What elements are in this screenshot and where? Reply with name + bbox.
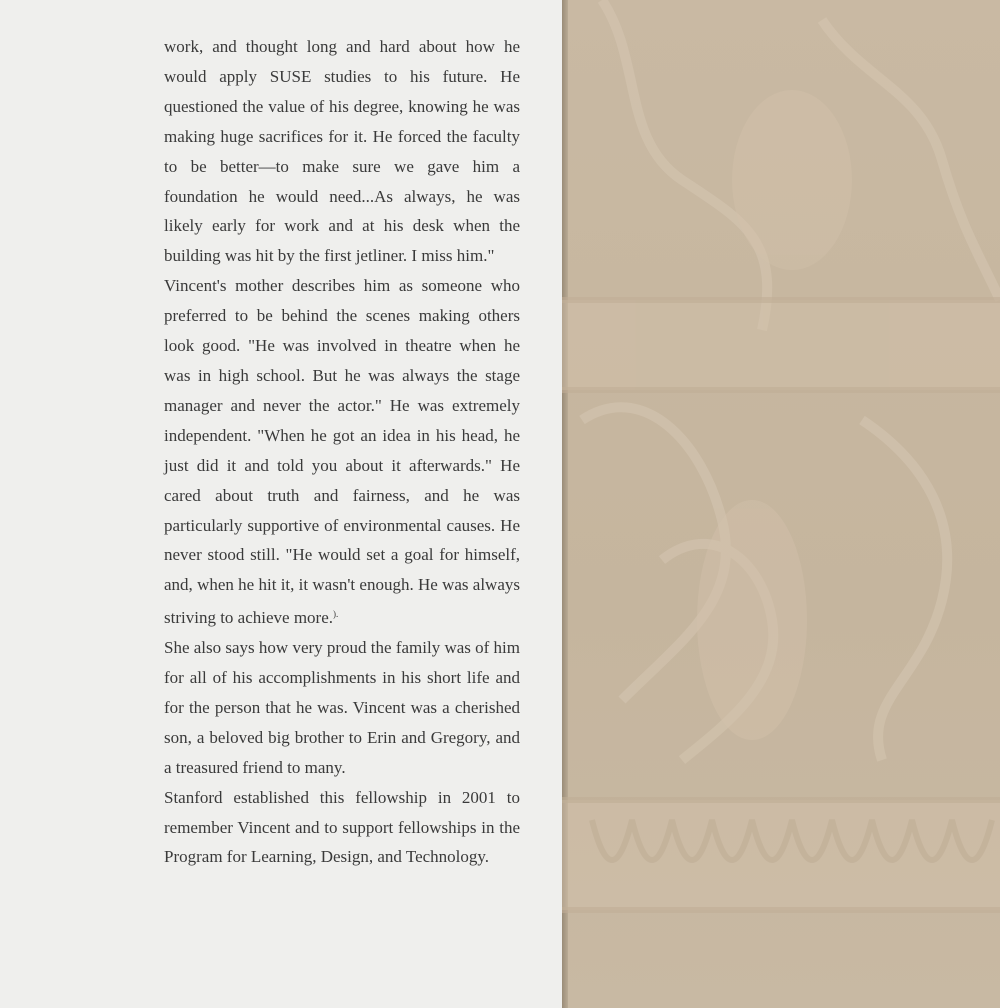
body-text bbox=[164, 32, 520, 872]
paragraph-2-text: Vincent's mother describes him as someone who preferred to be behind the scenes making others look good. "He was involved in theatre when he was in high school. But he was always the stage manager and never the actor." He was extremely independent. "When he got an idea in his head, he just did it and told you about it afterwards." He cared about truth and fairness, and he was particularly supportive of environmental causes. He never stood still. "He would set a goal for himself, and, when he hit it, it wasn't enough. He was always striving to achieve more. bbox=[164, 276, 520, 628]
right-page-decorative bbox=[562, 0, 1000, 1008]
ornamental-pattern-image bbox=[562, 0, 1000, 1008]
paragraph-2 bbox=[164, 271, 520, 633]
paragraph-3: She also says how very proud the family was of him for all of his accomplishments in his short life and for the person that he was. Vincent was a cherished son, a beloved big brother to Erin and Gregory, and a treasured friend to many. bbox=[164, 638, 520, 777]
paragraph-1: work, and thought long and hard about how he would apply SUSE studies to his future. He questioned the value of his degree, knowing he was making huge sacrifices for it. He forced the faculty to be better—to make sure we gave him a foundation he would need...As always, he was likely early for work and at his desk when the building was hit by the first jetliner. I miss him." bbox=[164, 37, 520, 266]
paragraph-4: Stanford established this fellowship in 2001 to remember Vincent and to support fellowships in the Program for Learning, Design, and Technology. bbox=[164, 787, 520, 867]
footnote-mark: ). bbox=[333, 609, 339, 620]
